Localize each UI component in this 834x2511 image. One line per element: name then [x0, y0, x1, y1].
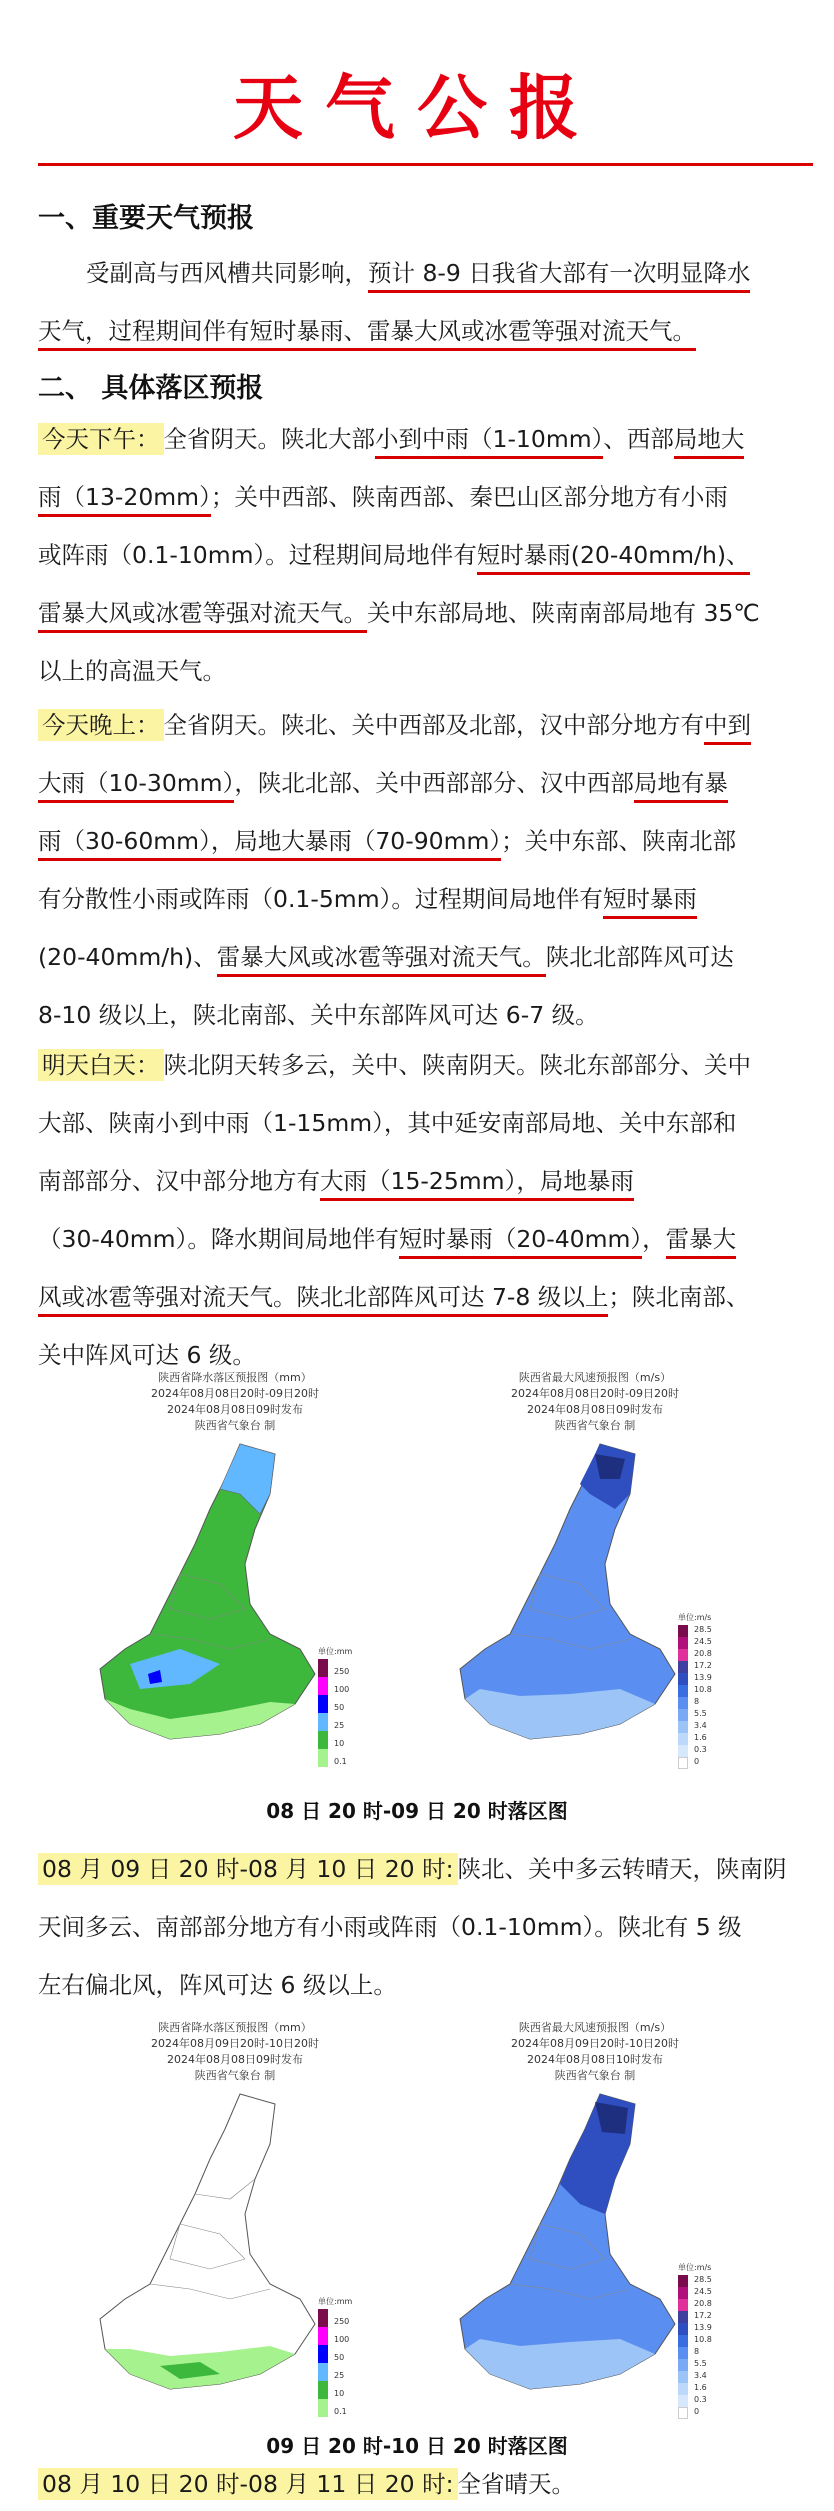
rain-map-2 [70, 2020, 400, 2440]
forecast-0810-0811: 08 月 10 日 20 时-08 月 11 日 20 时: 全省晴天。 [38, 2462, 800, 2506]
label-0809-0810: 08 月 09 日 20 时-08 月 10 日 20 时: [38, 1853, 458, 1885]
label-this-afternoon: 今天下午： [38, 423, 164, 455]
forecast-tomorrow-daytime: 明天白天： 陕北阴天转多云，关中、陕南阴天。陕北东部部分、关中 大部、陕南小到中雨（1-15mm），其中延安南部局地、关中东部和 南部部分、汉中部分地方有大雨（15-25mm），局地暴雨 （30-40mm）。降水期间局地伴有短时暴雨（20-40mm），雷暴大 风或冰雹等强对流天气。陕北北部阵风可达 7-8 级以上；陕北南部、 关中阵风可达 6 级。 [38, 1051, 751, 1369]
forecast-maps-2 [70, 2020, 770, 2440]
rain-legend-1: 单位:mm 250 100 50 25 10 0.1 [318, 1647, 353, 1766]
wind-map-1-title: 陕西省最大风速预报图（m/s） 2024年08月08日20时-09日20时 2024年08月08日09时发布 陕西省气象台 制 [511, 1371, 679, 1432]
title-divider [38, 163, 813, 166]
wind-legend-1: 单位:m/s 28.5 24.5 20.8 17.2 13.9 10.8 8 5.5 3.4 1.6 0.3 0 [678, 1612, 711, 1769]
maps-1-caption: 08 日 20 时-09 日 20 时落区图 [266, 1799, 568, 1823]
wind-legend-2: 单位:m/s 28.5 24.5 20.8 17.2 13.9 10.8 8 5.5 3.4 1.6 0.3 0 [678, 2262, 711, 2419]
rain-map-2-title: 陕西省降水落区预报图（mm） 2024年08月09日20时-10日20时 2024年08月08日09时发布 陕西省气象台 制 [151, 2021, 319, 2082]
rain-map-1 [70, 1370, 400, 1790]
label-tomorrow-daytime: 明天白天： [38, 1049, 164, 1081]
wind-map-1 [430, 1370, 760, 1790]
label-0810-0811: 08 月 10 日 20 时-08 月 11 日 20 时: [38, 2468, 458, 2500]
wind-map-2 [430, 2020, 760, 2440]
rain-legend-2: 单位:mm 250 100 50 25 10 0.1 [318, 2297, 353, 2416]
section-heading-important: 一、重要天气预报 [38, 203, 254, 234]
forecast-this-afternoon: 今天下午： 全省阴天。陕北大部小到中雨（1-10mm）、西部局地大 雨（13-20mm）；关中西部、陕南西部、秦巴山区部分地方有小雨 或阵雨（0.1-10mm）。过程期间局地伴有短时暴雨(20-40mm/h)、 雷暴大风或冰雹等强对流天气。关中东部局地、陕南南部局地有 35℃ 以上的高温天气。 [38, 425, 760, 685]
page-title: 天气公报 [233, 66, 601, 149]
forecast-0809-0810: 08 月 09 日 20 时-08 月 10 日 20 时: 陕北、关中多云转晴天，陕南阴 天间多云、南部部分地方有小雨或阵雨（0.1-10mm）。陕北有 5 级 左右偏北风，阵风可达 6 级以上。 [38, 1855, 787, 1999]
section-important-paragraph: 受副高与西风槽共同影响，预计 8-9 日我省大部有一次明显降水 天气，过程期间伴有短时暴雨、雷暴大风或冰雹等强对流天气。 [38, 244, 800, 360]
forecast-maps-1 [70, 1370, 770, 1790]
maps-2-caption: 09 日 20 时-10 日 20 时落区图 [266, 2434, 568, 2458]
section-heading-detail: 二、 具体落区预报 [38, 373, 264, 404]
label-tonight: 今天晚上： [38, 709, 164, 741]
wind-map-2-title: 陕西省最大风速预报图（m/s） 2024年08月09日20时-10日20时 2024年08月08日10时发布 陕西省气象台 制 [511, 2021, 679, 2082]
forecast-tonight: 今天晚上： 全省阴天。陕北、关中西部及北部，汉中部分地方有中到 大雨（10-30mm），陕北北部、关中西部部分、汉中西部局地有暴 雨（30-60mm），局地大暴雨（70-90mm）；关中东部、陕南北部 有分散性小雨或阵雨（0.1-5mm）。过程期间局地伴有短时暴雨 (20-40mm/h)、雷暴大风或冰雹等强对流天气。陕北北部阵风可达 8-10 级以上，陕北南部、关中东部阵风可达 6-7 级。 [38, 711, 751, 1029]
rain-map-1-title: 陕西省降水落区预报图（mm） 2024年08月08日20时-09日20时 2024年08月08日09时发布 陕西省气象台 制 [151, 1371, 319, 1432]
